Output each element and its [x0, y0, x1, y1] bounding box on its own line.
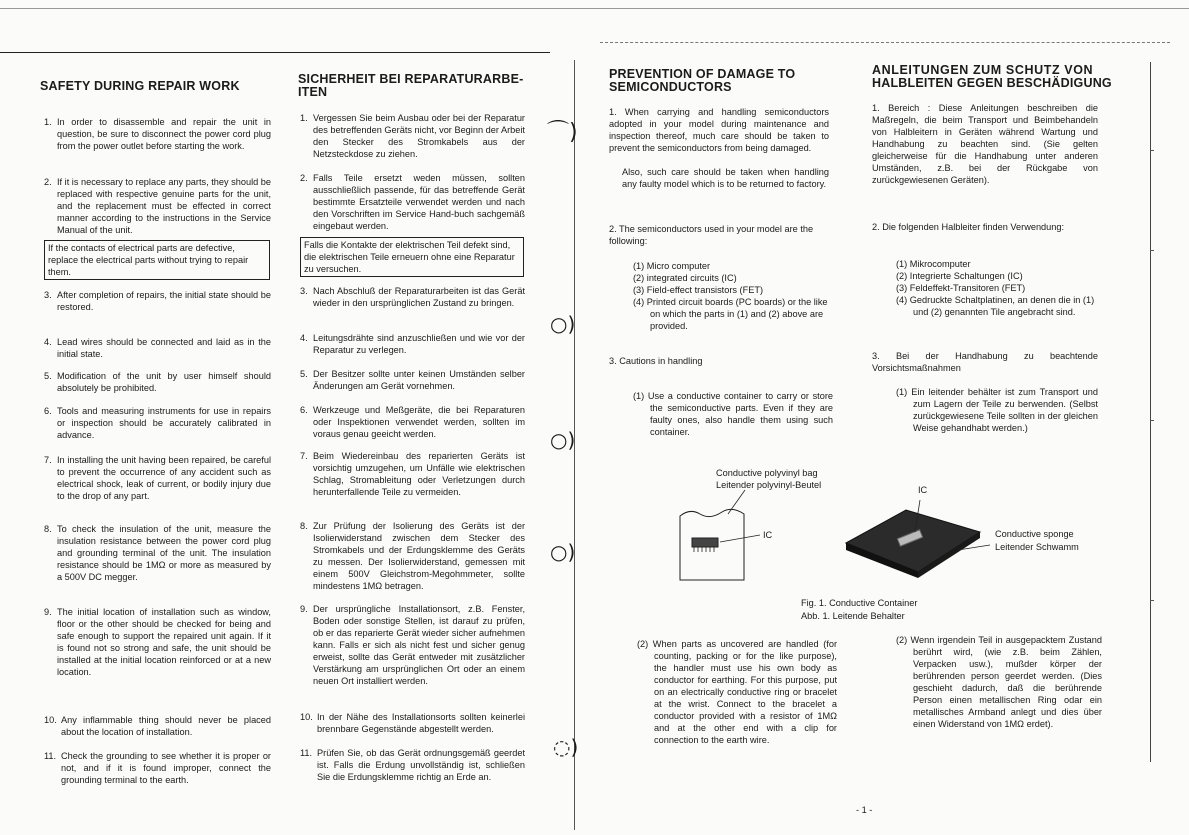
- item-number: 8.: [300, 521, 308, 531]
- prevention-item-1: 1. When carrying and handling semiconductors adopted in your model during maintenance and inspection thereof, much care should be taken to prevent the semiconductors from being damaged.: [609, 107, 829, 153]
- item-number: 1.: [300, 113, 308, 123]
- list-item: [300, 112, 525, 160]
- item-number: 4.: [300, 333, 308, 343]
- binding-hole-mark: ◌): [553, 735, 579, 759]
- item-text: In order to disassemble and repair the unit in question, be sure to disconnect the power cord plug from the power outlet before starting the work.: [57, 117, 271, 151]
- ic-leader-line: [720, 535, 760, 542]
- list-item: [300, 747, 525, 783]
- prevention-item-2: 2. The semiconductors used in your model are the following:: [609, 224, 814, 246]
- list-item: [44, 714, 271, 738]
- item-text: Prüfen Sie, ob das Gerät ordnungsgemäß geerdet ist. Falls die Erdung unvollständig ist, schließen Sie die Erdungsklemme richtig an Erde an.: [317, 748, 525, 782]
- item-number: 7.: [300, 451, 308, 461]
- item-text: In der Nähe des Installationsorts sollten keinerlei brennbare Gegenstände abgestellt werden.: [317, 712, 525, 734]
- list-item: [44, 116, 271, 152]
- item-text: In installing the unit having been repaired, be careful to prevent the occurrence of any accident such as electrical shock, leak of current, or bodily injury due to the drop of any part.: [57, 455, 271, 501]
- item-text: Zur Prüfung der Isolierung des Geräts ist der Isolierwiderstand zwischen dem Stecker des Stromkabels und der Erdungsklemme des Geräts zu messen. Der Isolierwiderstand, gemessen mit einem 500V Gleichstrom-Megohmmeter, sollte mindestens 1MΩ betragen.: [313, 521, 525, 591]
- prevention-title-line2: SEMICONDUCTORS: [609, 80, 732, 94]
- item-number: 3.: [300, 286, 308, 296]
- item-number: 3.: [44, 290, 52, 300]
- ic-chip: [692, 538, 718, 547]
- prevention-item-1b: Also, such care should be taken when handling any faulty model which is to be returned to factory.: [622, 167, 829, 189]
- binding-hole-mark: ○): [550, 312, 576, 336]
- list-item: [44, 606, 271, 678]
- item-text: Falls Teile ersetzt weden müssen, sollten ausschließlich passende, für das betreffende Gerät bestimmte Ersatzteile verwendet werden und nach den Vorschriften im Service Hand-buch sachgemäß eingebaut werden.: [313, 173, 525, 231]
- list-item: (3) Field-effect transistors (FET): [633, 285, 764, 295]
- list-item: (4) Printed circuit boards (PC boards) or the like on which the parts in (1) and (2) above are provided.: [633, 297, 828, 331]
- list-item: [300, 711, 525, 735]
- margin-tick: [1150, 600, 1154, 601]
- list-item: [300, 404, 525, 440]
- item-text: Nach Abschluß der Reparaturarbeiten ist das Gerät wieder in den ursprünglichen Zustand zu bringen.: [313, 286, 525, 308]
- item-text: Werkzeuge und Meßgeräte, die bei Reparaturen oder Inspektionen verwendet werden, sollten im voraus genau geeicht werden.: [313, 405, 525, 439]
- item-number: 2.: [44, 177, 52, 187]
- list-item: [44, 405, 271, 441]
- schutz-item-2: 2. Die folgenden Halbleiter finden Verwendung:: [872, 222, 1065, 232]
- item-text: The initial location of installation such as window, floor or the other should be checked for being and safe enough to support the repaired unit again. If it is found not so strong and safe, the unit should be installed at the initial location reinforced or at a new location.: [57, 607, 271, 677]
- item-text: Leitungsdrähte sind anzuschließen und wie vor der Reparatur zu verlegen.: [313, 333, 525, 355]
- fig-sponge-label-de: Leitender Schwamm: [995, 542, 1079, 552]
- fig-caption-en: Fig. 1. Conductive Container: [801, 598, 918, 608]
- item-number: 11.: [300, 748, 313, 758]
- binding-hole-mark: ⌒): [547, 120, 578, 145]
- warning-box-de: Falls die Kontakte der elektrischen Teil defekt sind, die elektrischen Teile erneuern ohne eine Reparatur zu versuchen.: [300, 237, 524, 277]
- item-text: Any inflammable thing should never be placed about the location of installation.: [61, 715, 271, 737]
- schutz-item-1: 1. Bereich : Diese Anleitungen beschreiben die Maßregeln, die beim Transport und Beimbehandeln von Halbleitern in Geräten während Wartung und Handhabung zu beachten sind. (Sie gelten gleicherweise für die Handhabung unter anderen Umständen, z.B. bei der Rückgabe von zurückgewiesenen Geräten).: [872, 103, 1098, 185]
- list-item: [300, 450, 525, 498]
- list-item: [300, 172, 525, 232]
- safety-title-en: SAFETY DURING REPAIR WORK: [40, 79, 240, 93]
- list-item: [300, 368, 525, 392]
- list-item: (1) Mikrocomputer: [896, 259, 971, 269]
- prevention-item-3-2: (2) When parts as uncovered are handled (for counting, packing or for the like purpose), the handler must use his own body as conductor for earthing. For this purpose, put on an electrically conductive ring or bracelet at the wrist. Connect to the bracelet a conductor provided with a resistor of 1MΩ and at the other end with a clip for connection to the earth wire.: [637, 639, 837, 745]
- fig-sponge-label-en: Conductive sponge: [995, 529, 1074, 539]
- item-text: Beim Wiedereinbau des reparierten Geräts ist vorsichtig umzugehen, um Unfälle wie elektrischen Schlag, Stromableitung oder Verletzungen durch herunterfallende Teile zu vermeiden.: [313, 451, 525, 497]
- list-item: (3) Feldeffekt-Transitoren (FET): [896, 283, 1026, 293]
- item-text: Tools and measuring instruments for use in repairs or inspection should be accurately calibrated in advance.: [57, 406, 271, 440]
- fig-bag-label-en: Conductive polyvinyl bag: [716, 468, 818, 478]
- safety-title-de: SICHERHEIT BEI REPARATURARBE-ITEN: [298, 72, 524, 99]
- item-number: 1.: [44, 117, 52, 127]
- item-text: To check the insulation of the unit, measure the insulation resistance between the power cord plug and grounding terminal of the unit. The insulation resistance should be 1MΩ or more as measured by a 500V DC megger.: [57, 524, 271, 582]
- item-text: Vergessen Sie beim Ausbau oder bei der Reparatur des betreffenden Geräts nicht, vor Beginn der Arbeit den Stecker des Stromkabels aus der Netzsteckdose zu ziehen.: [313, 113, 525, 159]
- header-rule-left: [0, 52, 550, 53]
- item-text: If it is necessary to replace any parts, they should be replaced with respective genuine parts for the unit, and the replacement must be effected in correct manner according to the instructions in the Service Manual of the unit.: [57, 177, 271, 235]
- top-rule: [0, 8, 1189, 9]
- header-rule-right: [600, 42, 1170, 43]
- list-item: (4) Gedruckte Schaltplatinen, an denen die in (1) und (2) genannten Tile angebracht sind.: [896, 295, 1095, 317]
- list-item: [44, 289, 271, 313]
- prevention-item-3: 3. Cautions in handling: [609, 356, 703, 366]
- item-number: 6.: [300, 405, 308, 415]
- right-edge-line: [1150, 62, 1151, 762]
- item-text: Modification of the unit by user himself should absolutely be prohibited.: [57, 371, 271, 393]
- schutz-item-3-2: (2) Wenn irgendein Teil in ausgepacktem Zustand berührt wird, (wie z.B. beim Zählen, Verpacken usw.), mußder körper der berührenden person geerdet werden. (Dies geschieht dadurch, daß die berührende Person einen metallischen Ring odar ein metallisches Armband anlegt und dies über einen Widerstand von 1MΩ erdet).: [896, 635, 1102, 729]
- item-text: Der Besitzer sollte unter keinen Umständen selber Änderungen am Gerät vornehmen.: [313, 369, 525, 391]
- list-item: (2) integrated circuits (IC): [633, 273, 737, 283]
- list-item: [44, 370, 271, 394]
- schutz-semis-list: [896, 258, 1098, 318]
- prevention-semis-list: [633, 260, 833, 332]
- item-number: 9.: [300, 604, 308, 614]
- schutz-title-line2: HALBLEITEN GEGEN BESCHÄDIGUNG: [872, 76, 1112, 90]
- item-number: 5.: [44, 371, 52, 381]
- list-item: (2) Integrierte Schaltungen (IC): [896, 271, 1023, 281]
- schutz-item-3-1: (1) Ein leitender behälter ist zum Transport und zum Lagern der Teile zu berwenden. (Selbst zurückgewiesene Teile sollten in der gleichen Weise gehandhabt werden.): [896, 387, 1098, 433]
- prevention-item-3-1: (1) Use a conductive container to carry or store the semiconductive parts. Even if they are faulty ones, also handle them using such container.: [633, 391, 833, 437]
- list-item: [44, 336, 271, 360]
- item-text: Check the grounding to see whether it is proper or not, and if it is found improper, connect the grounding terminal to the earth.: [61, 751, 271, 785]
- conductive-container-figure: [670, 480, 1070, 590]
- item-number: 2.: [300, 173, 308, 183]
- binding-hole-mark: ○): [550, 540, 576, 564]
- item-number: 9.: [44, 607, 52, 617]
- list-item: [300, 603, 525, 687]
- list-item: [44, 176, 271, 236]
- list-item: [300, 285, 525, 309]
- item-number: 10.: [300, 712, 313, 722]
- item-number: 4.: [44, 337, 52, 347]
- fig-ic-label-sponge: IC: [918, 485, 928, 495]
- page-number: - 1 -: [856, 805, 873, 815]
- item-text: Der ursprüngliche Installationsort, z.B. Fenster, Boden oder sonstige Stellen, ist darauf zu prüfen, ob er das reparierte Gerät wieder sicher aufnehmen kann. Falls er sich als nicht fest und sicher genug erweist, sollte das Gerät entweder mit zusätzlicher Verstärkung am ursprünglichen Ort oder an einem neuen Ort installiert werden.: [313, 604, 525, 686]
- item-number: 11.: [44, 751, 57, 761]
- list-item: (1) Micro computer: [633, 261, 711, 271]
- item-number: 10.: [44, 715, 57, 725]
- item-number: 5.: [300, 369, 308, 379]
- prevention-title-line1: PREVENTION OF DAMAGE TO: [609, 67, 796, 81]
- item-number: 6.: [44, 406, 52, 416]
- item-text: Lead wires should be connected and laid as in the initial state.: [57, 337, 271, 359]
- list-item: [300, 332, 525, 356]
- list-item: [44, 750, 271, 786]
- fig-ic-label-bag: IC: [763, 530, 773, 540]
- margin-tick: [1150, 420, 1154, 421]
- list-item: [44, 454, 271, 502]
- schutz-item-3: 3. Bei der Handhabung zu beachtende Vorsichtsmaßnahmen: [872, 351, 1098, 373]
- list-item: [44, 523, 271, 583]
- item-number: 7.: [44, 455, 52, 465]
- fig-caption-de: Abb. 1. Leitende Behalter: [801, 611, 905, 621]
- binding-hole-mark: ○): [550, 428, 576, 452]
- schutz-title-line1: ANLEITUNGEN ZUM SCHUTZ VON: [872, 63, 1094, 77]
- item-text: After completion of repairs, the initial state should be restored.: [57, 290, 271, 312]
- item-number: 8.: [44, 524, 52, 534]
- margin-tick: [1150, 250, 1154, 251]
- list-item: [300, 520, 525, 592]
- warning-box-en: If the contacts of electrical parts are defective, replace the electrical parts without trying to repair them.: [44, 240, 270, 280]
- fig-bag-label-de: Leitender polyvinyl-Beutel: [716, 480, 822, 490]
- margin-tick: [1150, 150, 1154, 151]
